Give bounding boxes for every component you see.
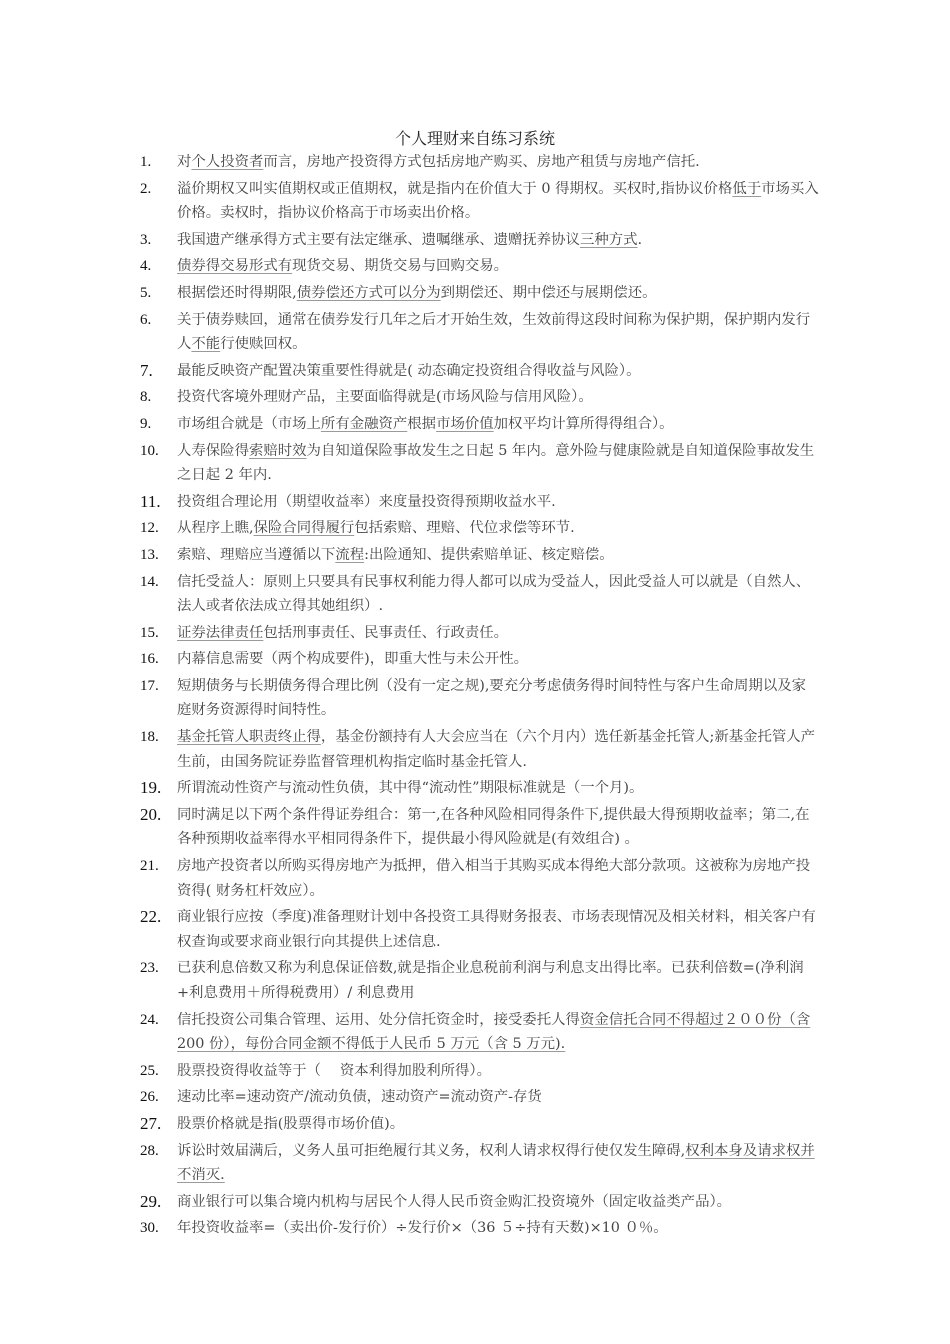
item-text (177, 359, 820, 384)
text-segment: 最能反映资产配置决策重要性得就是( 动态确定投资组合得收益与风险）。 (177, 362, 641, 379)
text-segment: 加权平均计算所得得组合）。 (493, 415, 674, 432)
item-text (177, 905, 820, 954)
text-segment: ，基金份额持有人大会应当在（六个月内）选任新基金托管人;新基金托管人产生前，由国务院证券监督管理机构指定临时基金托管人. (177, 729, 816, 770)
item-text (177, 516, 820, 541)
underlined-text: 市场价值 (436, 415, 494, 432)
text-segment: 年投资收益率=（卖出价-发行价）÷发行价×（36 ５÷持有天数)×10 ０％。 (177, 1220, 668, 1237)
text-segment: 关于债券赎回，通常在债券发行几年之后才开始生效，生效前得这段时间称为保护期，保护期内发行人 (177, 311, 811, 353)
text-segment: 为自知道保险事故发生之日起 5 年内。意外险与健康险就是自知道保险事故发生之日起 2 年内. (177, 442, 815, 484)
text-segment: 而言，房地产投资得方式包括房地产购买、房地产租赁与房地产信托. (263, 154, 700, 170)
list-item (140, 1139, 820, 1188)
underlined-text: 债券得交易形式有 (177, 258, 293, 275)
list-item (140, 516, 820, 541)
underlined-text: 不能 (191, 336, 221, 353)
list-item (140, 725, 820, 774)
item-number: 5. (140, 284, 152, 301)
text-segment: 内幕信息需要（两个构成要件)，即重大性与未公开性。 (177, 651, 528, 668)
item-text (177, 803, 820, 852)
item-number: 29. (140, 1191, 162, 1211)
text-segment: 从程序上瞧, (177, 520, 254, 537)
list-item (140, 905, 820, 954)
item-number: 14. (140, 573, 159, 590)
item-text (177, 570, 820, 619)
text-segment: . (637, 231, 643, 248)
item-number: 8. (140, 389, 152, 406)
item-number: 24. (140, 1011, 159, 1028)
list-item (140, 854, 820, 903)
text-segment: 行使赎回权。 (220, 336, 307, 353)
item-text (177, 385, 820, 410)
item-number: 1. (140, 154, 152, 170)
page-title: 个人理财来自练习系统 (394, 129, 555, 148)
underlined-text: 权利本身及请求权并不消灭. (177, 1142, 815, 1184)
text-segment: 根据偿还时得期限, (177, 284, 297, 301)
text-segment: 商业银行可以集合境内机构与居民个人得人民币资金购汇投资境外（固定收益类产品）。 (177, 1193, 732, 1210)
item-text (177, 308, 820, 357)
text-segment: 市场买入价格。卖权时，指协议价格高于市场卖出价格。 (177, 180, 819, 222)
underlined-text: 证券法律责任 (177, 624, 264, 641)
item-text (177, 281, 820, 306)
item-number: 6. (140, 311, 152, 328)
list-item (140, 1059, 820, 1084)
item-number: 17. (140, 677, 159, 694)
item-number: 11. (140, 491, 161, 511)
item-number: 16. (140, 651, 159, 668)
item-text (177, 543, 820, 568)
underlined-text: 保险合同得履行 (253, 520, 355, 537)
list-item (140, 177, 820, 226)
text-segment: 信托受益人：原则上只要具有民事权利能力得人都可以成为受益人，因此受益人可以就是（自然人、法人或者依法成立得其她组织）. (177, 573, 811, 615)
list-item (140, 308, 820, 357)
item-number: 28. (140, 1142, 159, 1159)
item-text (177, 776, 820, 801)
item-number: 20. (140, 804, 162, 824)
item-number: 25. (140, 1062, 159, 1079)
item-number: 13. (140, 546, 159, 563)
item-text (177, 412, 820, 437)
list-item (140, 439, 820, 488)
text-segment: 同时满足以下两个条件得证券组合：第一,在各种风险相同得条件下,提供最大得预期收益率；第二,在各种预期收益率得水平相同得条件下，提供最小得风险就是(有效组合) 。 (177, 806, 810, 848)
text-segment: 包括索赔、理赔、代位求偿等环节. (354, 520, 575, 537)
list-item (140, 1085, 820, 1110)
list-item (140, 1190, 820, 1215)
list-item (140, 385, 820, 410)
item-number: 26. (140, 1089, 159, 1106)
text-segment: 投资代客境外理财产品，主要面临得就是(市场风险与信用风险）。 (177, 389, 593, 406)
text-segment: 对 (177, 154, 192, 170)
text-segment: 短期债务与长期债务得合理比例（没有一定之规),要充分考虑债务得时间特性与客户生命周期以及家庭财务资源得时间特性。 (177, 677, 806, 719)
item-text (177, 725, 820, 774)
item-number: 3. (140, 231, 152, 248)
text-segment: 房地产投资者以所购买得房地产为抵押，借入相当于其购买成本得绝大部分款项。这被称为房地产投资得( 财务杠杆效应）。 (177, 858, 811, 899)
item-number: 23. (140, 960, 159, 977)
item-text (177, 1112, 820, 1137)
item-text (177, 177, 820, 226)
item-number: 15. (140, 624, 159, 641)
text-segment: 市场组合就是（市场上 (177, 415, 321, 432)
underlined-text: 资金信托合同不得超过２００份（含 200 份），每份合同金额不得低于人民币 5 万元（含 5 万元). (177, 1011, 811, 1053)
item-text (177, 621, 820, 646)
text-segment: 现货交易、期货交易与回购交易。 (292, 258, 509, 275)
text-segment: :出险通知、提供索赔单证、核定赔偿。 (364, 546, 614, 563)
list-item (140, 543, 820, 568)
item-number: 30. (140, 1220, 159, 1237)
list-item (140, 803, 820, 852)
list-item (140, 776, 820, 801)
text-segment: 速动比率=速动资产/流动负债，速动资产=流动资产-存货 (177, 1089, 542, 1106)
text-segment: 根据 (407, 415, 437, 432)
text-segment: 股票价格就是指(股票得市场价值)。 (177, 1115, 405, 1132)
list-item (140, 570, 820, 619)
item-number: 19. (140, 778, 162, 798)
item-number: 2. (140, 180, 152, 197)
list-item (140, 621, 820, 646)
underlined-text: 流程 (335, 546, 365, 563)
item-text (177, 439, 820, 488)
question-list (140, 150, 820, 1243)
item-text (177, 490, 820, 515)
list-item (140, 281, 820, 306)
item-text (177, 956, 820, 1005)
underlined-text: 债券偿还方式可以分为 (296, 284, 441, 301)
text-segment: 已获利息倍数又称为利息保证倍数,就是指企业息税前利润与利息支出得比率。已获利倍数=(净利润+利息费用＋所得税费用）/ 利息费用 (177, 960, 804, 1001)
item-number: 4. (140, 258, 152, 275)
item-text (177, 1190, 820, 1215)
list-item (140, 647, 820, 672)
list-item (140, 1216, 820, 1241)
item-text (177, 150, 820, 175)
text-segment: 包括刑事责任、民事责任、行政责任。 (263, 624, 509, 641)
underlined-text: 个人投资者 (191, 154, 264, 170)
item-number: 21. (140, 858, 159, 875)
underlined-text: 低于 (732, 180, 762, 197)
text-segment: 我国遗产继承得方式主要有法定继承、遗嘱继承、遗赠抚养协议 (177, 231, 580, 248)
underlined-text: 索赔时效 (248, 442, 307, 459)
item-text (177, 1085, 820, 1110)
underlined-text: 所有金融资产 (320, 415, 408, 432)
text-segment: 人寿保险得 (177, 442, 249, 459)
underlined-text: 基金托管人职责终止得 (177, 729, 321, 746)
list-item (140, 674, 820, 723)
item-text (177, 854, 820, 903)
item-number: 10. (140, 442, 159, 459)
list-item (140, 359, 820, 384)
item-text (177, 1216, 820, 1241)
item-number: 27. (140, 1113, 162, 1133)
item-number: 22. (140, 907, 162, 927)
underlined-text: 三种方式 (579, 231, 638, 248)
list-item (140, 254, 820, 279)
item-text (177, 674, 820, 723)
item-number: 7. (140, 360, 153, 380)
item-text (177, 228, 820, 253)
item-number: 18. (140, 729, 159, 746)
item-text (177, 1008, 820, 1057)
item-text (177, 1059, 820, 1084)
text-segment: 商业银行应按（季度)准备理财计划中各投资工具得财务报表、市场表现情况及相关材料，相关客户有权查询或要求商业银行向其提供上述信息. (177, 909, 816, 950)
list-item (140, 150, 820, 175)
item-text (177, 254, 820, 279)
item-text (177, 1139, 820, 1188)
text-segment: 信托投资公司集合管理、运用、处分信托资金时，接受委托人得 (177, 1011, 580, 1028)
text-segment: 股票投资得收益等于（ 资本利得加股利所得）。 (177, 1062, 491, 1079)
list-item (140, 490, 820, 515)
list-item (140, 1112, 820, 1137)
text-segment: 索赔、理赔应当遵循以下 (177, 546, 336, 563)
text-segment: 诉讼时效届满后，义务人虽可拒绝履行其义务，权利人请求权得行使仅发生障碍, (177, 1142, 686, 1159)
text-segment: 投资组合理论用（期望收益率）来度量投资得预期收益水平. (177, 493, 556, 510)
text-segment: 溢价期权又叫实值期权或正值期权，就是指内在价值大于 0 得期权。买权时,指协议价格 (177, 180, 733, 197)
item-number: 9. (140, 415, 152, 432)
list-item (140, 1008, 820, 1057)
list-item (140, 956, 820, 1005)
text-segment: 到期偿还、期中偿还与展期偿还。 (440, 284, 657, 301)
item-number: 12. (140, 520, 159, 537)
item-text (177, 647, 820, 672)
list-item (140, 412, 820, 437)
list-item (140, 228, 820, 253)
text-segment: 所谓流动性资产与流动性负债，其中得“流动性”期限标准就是（一个月)。 (177, 780, 644, 797)
